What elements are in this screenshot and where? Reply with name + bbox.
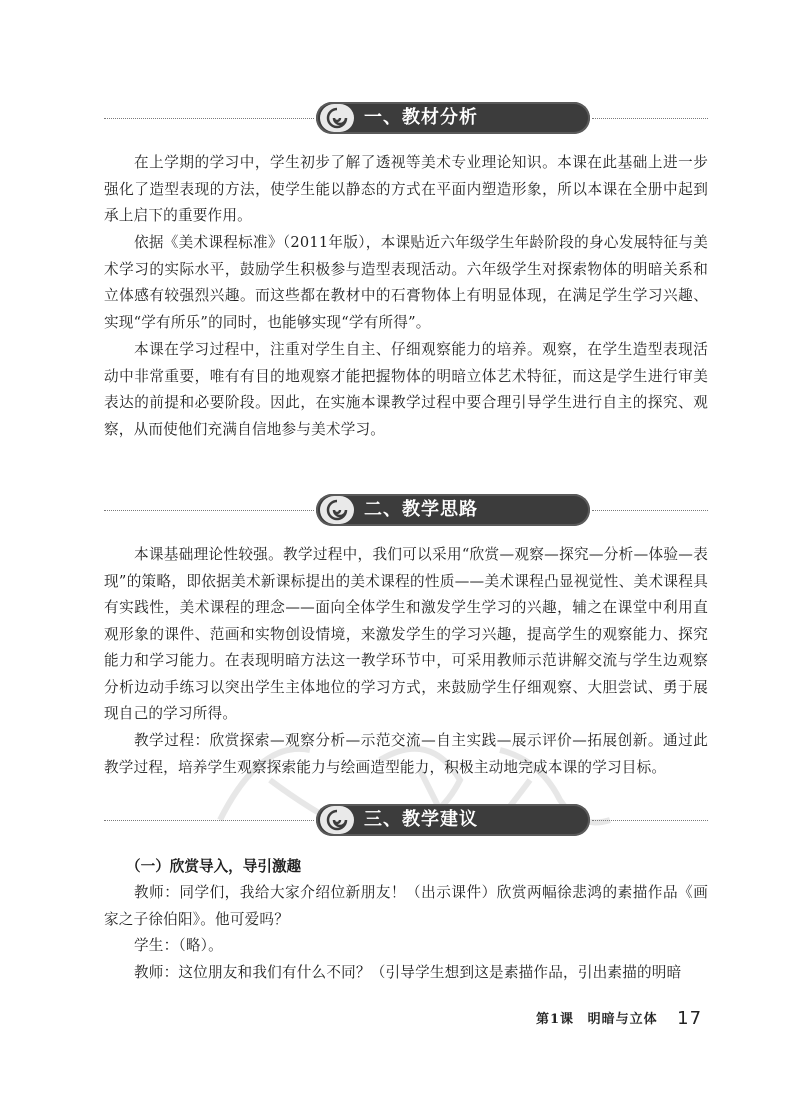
dotted-rule [104, 820, 314, 821]
section-badge [320, 104, 354, 132]
section-badge [320, 806, 354, 834]
page-number: 17 [677, 1008, 703, 1029]
section-title: 一、教材分析 [364, 107, 478, 128]
paragraph: 在上学期的学习中，学生初步了解了透视等美术专业理论知识。本课在此基础上进一步强化了造型表现的方法，使学生能以静态的方式在平面内塑造形象，所以本课在全册中起到承上启下的重要作用。 [104, 154, 708, 224]
section-header-2 [104, 492, 708, 528]
dotted-rule [592, 510, 708, 511]
paragraph: 学生：（略）。 [134, 937, 223, 954]
section-title-pill [316, 102, 590, 134]
paragraph: 本课基础理论性较强。教学过程中，我们可以采用“欣赏—观察—探究—分析—体验—表现”的策略，即依据美术新课标提出的美术课程的性质——美术课程凸显视觉性、美术课程具有实践性，美术课程的理念——面向全体学生和激发学生学习的兴趣，辅之在课堂中利用直观形象的课件、范画和实物创设情境，来激发学生的学习兴趣，提高学生的观察能力、探究能力和学习能力。在表现明暗方法这一教学环节中，可采用教师示范讲解交流与学生边观察分析边动手练习以突出学生主体地位的学习方式，来鼓励学生仔细观察、大胆尝试、勇于展现自己的学习所得。 [104, 546, 708, 722]
section-title: 二、教学思路 [364, 499, 478, 520]
paragraph: 本课在学习过程中，注重对学生自主、仔细观察能力的培养。观察，在学生造型表现活动中非常重要，唯有有目的地观察才能把握物体的明暗立体艺术特征，而这是学生进行审美表达的前提和必要阶段。因此，在实施本课教学过程中要合理引导学生进行自主的探究、观察，从而使他们充满自信地参与美术学习。 [104, 341, 708, 438]
dotted-rule [592, 820, 708, 821]
dotted-rule [104, 510, 314, 511]
paragraph: 依据《美术课程标准》（2011年版），本课贴近六年级学生年龄阶段的身心发展特征与美术学习的实际水平，鼓励学生积极参与造型表现活动。六年级学生对探索物体的明暗关系和立体感有较强烈兴趣。而这些都在教材中的石膏物体上有明显体现，在满足学生学习兴趣、实现“学有所乐”的同时，也能够实现“学有所得”。 [104, 234, 708, 331]
section-badge [320, 496, 354, 524]
paragraph: 教学过程：欣赏探索—观察分析—示范交流—自主实践—展示评价—拓展创新。通过此教学过程，培养学生观察探索能力与绘画造型能力，积极主动地完成本课的学习目标。 [104, 732, 708, 776]
section-title: 三、教学建议 [364, 809, 478, 830]
page-footer [536, 1008, 702, 1029]
subheading: （一）欣赏导入，导引激趣 [126, 858, 302, 875]
section-title-pill [316, 804, 590, 836]
dotted-rule [592, 118, 708, 119]
section-header-3 [104, 802, 708, 838]
swirl-icon [324, 498, 350, 522]
section-header-1 [104, 100, 708, 136]
paragraph: 教师：这位朋友和我们有什么不同？（引导学生想到这是素描作品，引出素描的明暗 [134, 964, 682, 981]
dotted-rule [104, 118, 314, 119]
paragraph: 教师：同学们，我给大家介绍位新朋友！（出示课件）欣赏两幅徐悲鸿的素描作品《画家之子徐伯阳》。他可爱吗？ [104, 884, 708, 928]
swirl-icon [324, 808, 350, 832]
footer-lesson: 第1课 [536, 1012, 575, 1027]
section-title-pill [316, 494, 590, 526]
footer-title: 明暗与立体 [587, 1012, 658, 1027]
swirl-icon [324, 106, 350, 130]
